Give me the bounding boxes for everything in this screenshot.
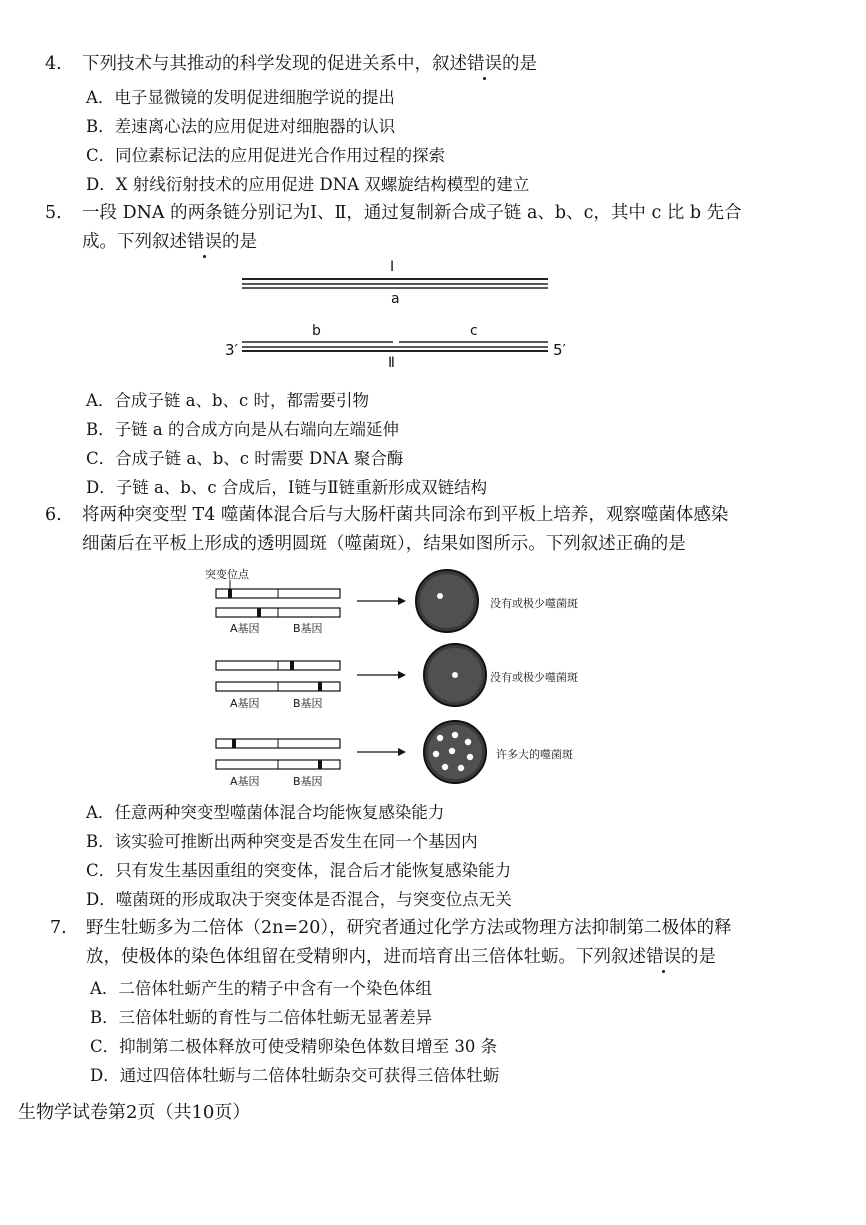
- result-label-3: 许多大的噬菌斑: [496, 748, 573, 761]
- plaque: [465, 739, 471, 745]
- label-gene-b-1: B基因: [293, 622, 323, 635]
- q5-option-d: D．子链 a、b、c 合成后，Ⅰ链与Ⅱ链重新形成双链结构: [86, 478, 488, 497]
- mutation-mark: [257, 608, 261, 617]
- q7-number: 7.: [50, 918, 67, 938]
- plate-1-inner: [420, 574, 474, 628]
- q6-stem-line1: 将两种突变型 T4 噬菌体混合后与大肠杆菌共同涂布到平板上培养，观察噬菌体感染: [82, 505, 729, 525]
- q5-option-a: A．合成子链 a、b、c 时，都需要引物: [86, 391, 370, 410]
- label-gene-b-3: B基因: [293, 775, 323, 788]
- mutation-mark: [232, 739, 236, 748]
- q4-option-c: C．同位素标记法的应用促进光合作用过程的探索: [86, 146, 446, 165]
- plaque: [437, 735, 443, 741]
- q7-stem-line2: [86, 943, 716, 971]
- arrow-1-head: [398, 597, 406, 605]
- mutation-mark: [228, 589, 232, 598]
- label-mutation-site: 突变位点: [205, 568, 249, 581]
- label-gene-a-1: A基因: [230, 622, 260, 635]
- mutation-mark: [318, 760, 322, 769]
- q6-number: 6.: [45, 505, 62, 525]
- q7-option-b: B．三倍体牡蛎的育性与二倍体牡蛎无显著差异: [90, 1008, 433, 1027]
- q6-option-a: A．任意两种突变型噬菌体混合均能恢复感染能力: [86, 803, 445, 822]
- q4-option-d: D．X 射线衍射技术的应用促进 DNA 双螺旋结构模型的建立: [86, 175, 530, 194]
- q7-stem-tail: 的是: [681, 947, 716, 967]
- q4-stem-main: 下列技术与其推动的科学发现的促进关系中，叙述: [82, 54, 467, 74]
- result-label-2: 没有或极少噬菌斑: [490, 671, 578, 684]
- plaque: [452, 732, 458, 738]
- q4-stem-emphasis: 错误: [467, 54, 502, 74]
- label-gene-a-2: A基因: [230, 697, 260, 710]
- mutation-mark: [318, 682, 322, 691]
- q4-option-b: B．差速离心法的应用促进对细胞器的认识: [86, 117, 396, 136]
- q4-number: 4.: [45, 54, 62, 74]
- q6-option-d: D．噬菌斑的形成取决于突变体是否混合，与突变位点无关: [86, 890, 512, 909]
- label-strand-I: Ⅰ: [390, 259, 395, 275]
- q4-option-a: A．电子显微镜的发明促进细胞学说的提出: [86, 88, 395, 107]
- q6-option-b: B．该实验可推断出两种突变是否发生在同一个基因内: [86, 832, 478, 851]
- plaque: [449, 748, 455, 754]
- q5-number: 5.: [45, 203, 62, 223]
- plaque: [437, 593, 443, 599]
- plaque: [442, 764, 448, 770]
- q7-stem-line2-main: 放，使极体的染色体组留在受精卵内，进而培育出三倍体牡蛎。下列叙述: [86, 947, 646, 967]
- q7-option-a: A．二倍体牡蛎产生的精子中含有一个染色体组: [90, 979, 432, 998]
- page-footer: 生物学试卷第2页（共10页）: [18, 1102, 251, 1123]
- q4-stem-tail: 的是: [502, 54, 537, 74]
- q5-stem-emphasis: 错误: [187, 232, 222, 252]
- label-gene-a-3: A基因: [230, 775, 260, 788]
- label-5-prime: 5′: [553, 341, 566, 359]
- label-gene-b-2: B基因: [293, 697, 323, 710]
- q6-stem-line2: 细菌后在平板上形成的透明圆斑（噬菌斑），结果如图所示。下列叙述正确的是: [82, 534, 686, 554]
- q7-stem-line1: 野生牡蛎多为二倍体（2n=20），研究者通过化学方法或物理方法抑制第二极体的释: [86, 918, 732, 938]
- arrow-3-head: [398, 748, 406, 756]
- q6-option-c: C．只有发生基因重组的突变体，混合后才能恢复感染能力: [86, 861, 512, 880]
- mutation-mark: [290, 661, 294, 670]
- q7-option-c: C．抑制第二极体释放可使受精卵染色体数目增至 30 条: [90, 1037, 498, 1056]
- q5-option-c: C．合成子链 a、b、c 时需要 DNA 聚合酶: [86, 449, 404, 468]
- result-label-1: 没有或极少噬菌斑: [490, 597, 578, 610]
- plaque: [433, 751, 439, 757]
- plaque: [452, 672, 458, 678]
- q5-option-b: B．子链 a 的合成方向是从右端向左端延伸: [86, 420, 399, 439]
- label-strand-b: b: [312, 323, 321, 339]
- q5-stem-line1: 一段 DNA 的两条链分别记为Ⅰ、Ⅱ，通过复制新合成子链 a、b、c，其中 c 比 b 先合: [82, 203, 742, 223]
- q5-stem-line2-main: 成。下列叙述: [82, 232, 187, 252]
- label-strand-c: c: [470, 323, 478, 339]
- q7-stem-emphasis: 错误: [646, 947, 681, 967]
- q5-stem-tail: 的是: [222, 232, 257, 252]
- label-strand-a: a: [391, 291, 400, 307]
- plaque: [467, 754, 473, 760]
- arrow-2-head: [398, 671, 406, 679]
- plaque: [458, 765, 464, 771]
- label-strand-II: Ⅱ: [388, 355, 395, 371]
- q7-option-d: D．通过四倍体牡蛎与二倍体牡蛎杂交可获得三倍体牡蛎: [90, 1066, 500, 1085]
- label-3-prime: 3′: [225, 341, 238, 359]
